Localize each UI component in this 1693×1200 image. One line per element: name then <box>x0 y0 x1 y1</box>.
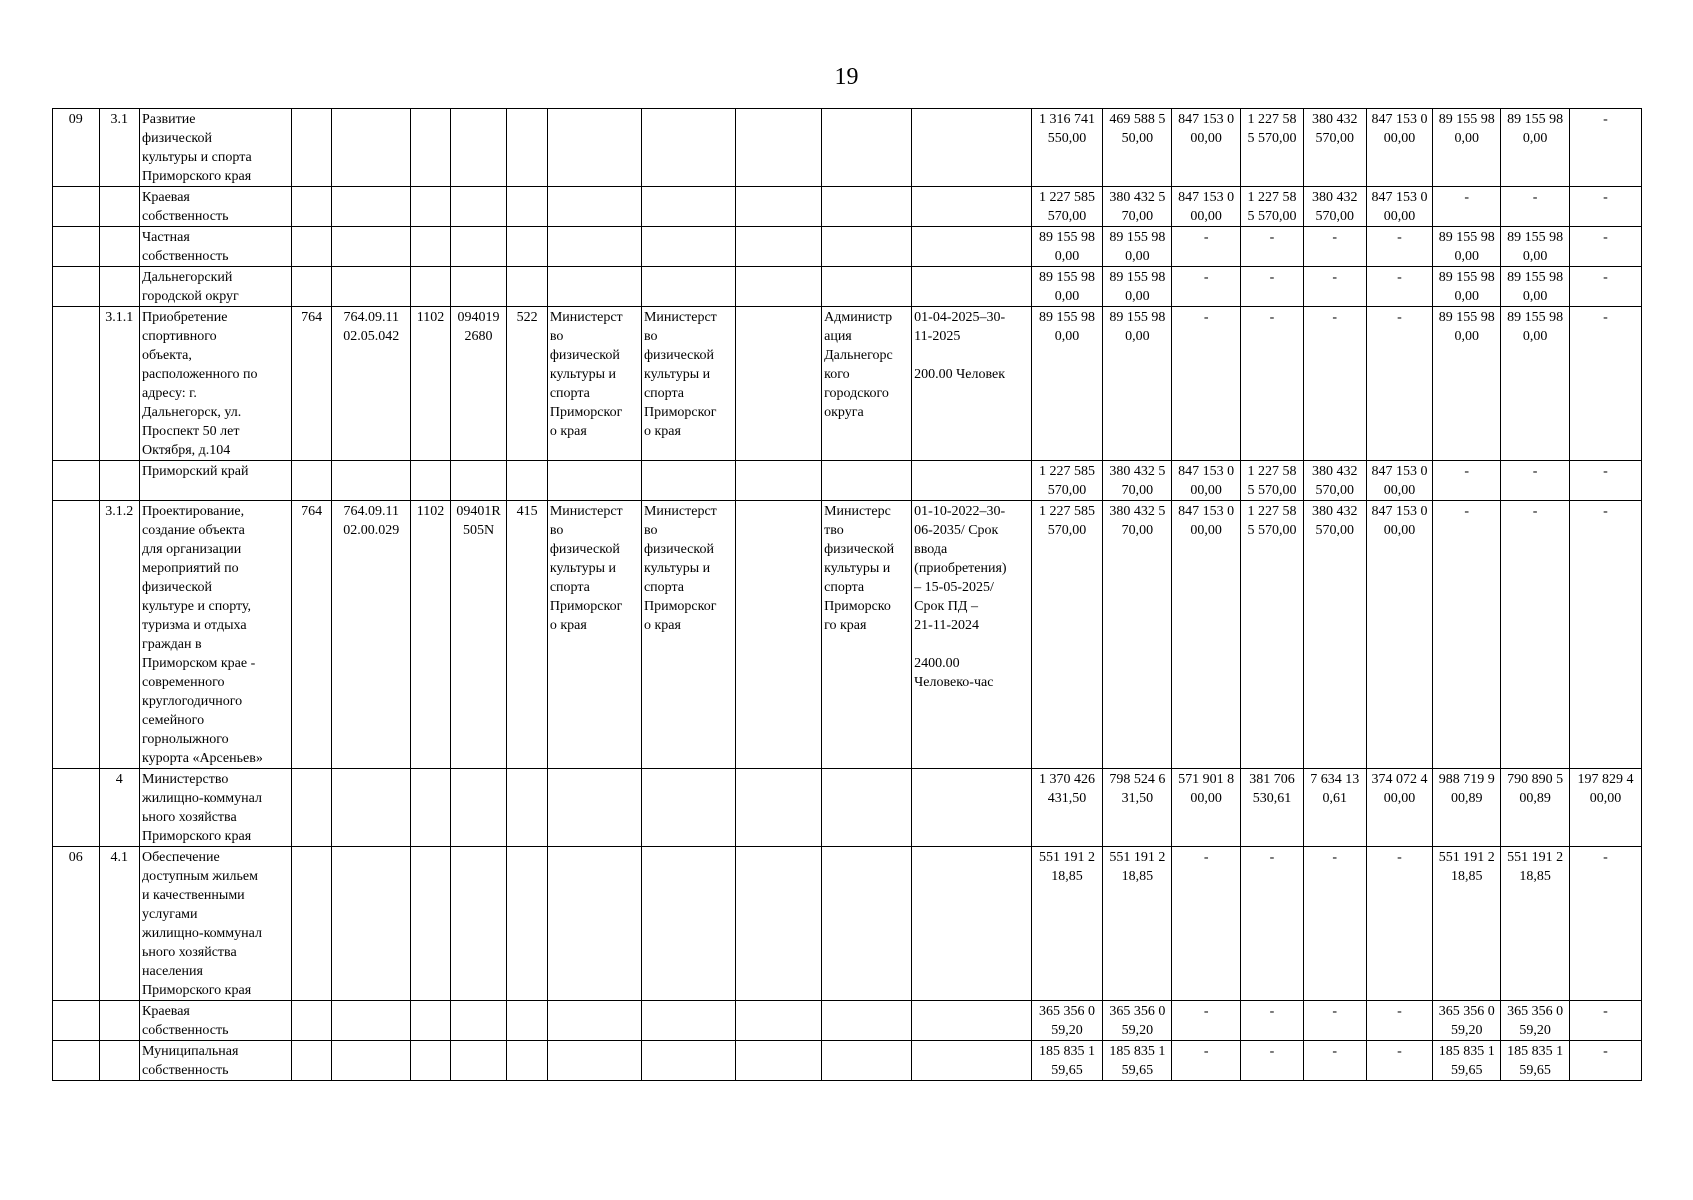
table-cell-col-9 <box>547 227 641 267</box>
table-cell-col-20: - <box>1433 187 1501 227</box>
table-cell-col-14: 1 227 585 570,00 <box>1031 501 1103 769</box>
table-cell-col-10 <box>641 1001 735 1041</box>
table-cell-col-17: - <box>1241 307 1304 461</box>
table-cell-col-15: 551 191 2 18,85 <box>1103 847 1172 1001</box>
table-cell-col-8 <box>507 1041 547 1081</box>
table-cell-col-3: Развитие физической культуры и спорта Приморского края <box>140 109 292 187</box>
table-cell-col-22: - <box>1569 267 1641 307</box>
table-cell-col-13 <box>912 847 1031 1001</box>
table-cell-col-5 <box>332 109 411 187</box>
table-cell-col-9 <box>547 1001 641 1041</box>
table-cell-col-9 <box>547 187 641 227</box>
table-cell-col-2 <box>99 1001 139 1041</box>
table-row <box>53 1001 1642 1041</box>
table-cell-col-7: 09401R 505N <box>450 501 507 769</box>
table-cell-col-11 <box>736 461 822 501</box>
table-cell-col-3: Краевая собственность <box>140 1001 292 1041</box>
table-cell-col-10 <box>641 267 735 307</box>
table-cell-col-21: 89 155 98 0,00 <box>1501 109 1570 187</box>
table-cell-col-12 <box>822 461 912 501</box>
table-cell-col-12 <box>822 1001 912 1041</box>
table-cell-col-16: 571 901 8 00,00 <box>1172 769 1241 847</box>
table-cell-col-9: Министерст во физической культуры и спорта Приморског о края <box>547 501 641 769</box>
table-cell-col-2 <box>99 187 139 227</box>
table-cell-col-21: 790 890 5 00,89 <box>1501 769 1570 847</box>
table-cell-col-2 <box>99 461 139 501</box>
table-cell-col-12: Министерс тво физической культуры и спорта Приморско го края <box>822 501 912 769</box>
table-cell-col-16: - <box>1172 307 1241 461</box>
table-cell-col-6 <box>411 461 450 501</box>
table-cell-col-4 <box>291 109 331 187</box>
table-cell-col-15: 89 155 98 0,00 <box>1103 267 1172 307</box>
table-cell-col-19: - <box>1366 1001 1433 1041</box>
table-row <box>53 847 1642 1001</box>
table-cell-col-6 <box>411 227 450 267</box>
table-cell-col-7 <box>450 109 507 187</box>
table-cell-col-3: Муниципальная собственность <box>140 1041 292 1081</box>
table-cell-col-13: 01-10-2022–30- 06-2035/ Срок ввода (приобретения) – 15-05-2025/ Срок ПД – 21-11-2024 2400.00 Человеко-час <box>912 501 1031 769</box>
table-cell-col-19: - <box>1366 227 1433 267</box>
table-cell-col-19: - <box>1366 847 1433 1001</box>
table-cell-col-10 <box>641 227 735 267</box>
table-cell-col-16: 847 153 0 00,00 <box>1172 109 1241 187</box>
table-cell-col-7 <box>450 227 507 267</box>
table-cell-col-13: 01-04-2025–30- 11-2025 200.00 Человек <box>912 307 1031 461</box>
table-row <box>53 267 1642 307</box>
table-cell-col-6 <box>411 267 450 307</box>
table-cell-col-6 <box>411 187 450 227</box>
table-cell-col-18: - <box>1303 227 1366 267</box>
table-cell-col-21: 551 191 2 18,85 <box>1501 847 1570 1001</box>
table-cell-col-22: - <box>1569 1001 1641 1041</box>
table-cell-col-19: 847 153 0 00,00 <box>1366 109 1433 187</box>
table-cell-col-21: 89 155 98 0,00 <box>1501 267 1570 307</box>
table-cell-col-5 <box>332 769 411 847</box>
table-cell-col-12 <box>822 227 912 267</box>
table-cell-col-1 <box>53 1041 100 1081</box>
table-cell-col-4 <box>291 847 331 1001</box>
table-cell-col-1 <box>53 187 100 227</box>
table-cell-col-2: 4 <box>99 769 139 847</box>
table-cell-col-21: - <box>1501 187 1570 227</box>
table-cell-col-16: 847 153 0 00,00 <box>1172 461 1241 501</box>
table-cell-col-20: 185 835 1 59,65 <box>1433 1041 1501 1081</box>
table-cell-col-1: 06 <box>53 847 100 1001</box>
table-cell-col-18: - <box>1303 1041 1366 1081</box>
table-cell-col-21: - <box>1501 501 1570 769</box>
table-cell-col-21: 365 356 0 59,20 <box>1501 1001 1570 1041</box>
table-cell-col-10 <box>641 461 735 501</box>
table-cell-col-3: Частная собственность <box>140 227 292 267</box>
table-cell-col-5: 764.09.11 02.05.042 <box>332 307 411 461</box>
table-cell-col-20: 89 155 98 0,00 <box>1433 109 1501 187</box>
table-cell-col-10 <box>641 847 735 1001</box>
table-cell-col-14: 1 227 585 570,00 <box>1031 187 1103 227</box>
table-cell-col-3: Приморский край <box>140 461 292 501</box>
table-cell-col-19: 847 153 0 00,00 <box>1366 461 1433 501</box>
table-cell-col-22: 197 829 4 00,00 <box>1569 769 1641 847</box>
table-row <box>53 501 1642 769</box>
table-cell-col-3: Приобретение спортивного объекта, расположенного по адресу: г. Дальнегорск, ул. Проспект 50 лет Октября, д.104 <box>140 307 292 461</box>
table-cell-col-15: 89 155 98 0,00 <box>1103 307 1172 461</box>
table-cell-col-18: 380 432 570,00 <box>1303 501 1366 769</box>
table-cell-col-8 <box>507 1001 547 1041</box>
table-row <box>53 109 1642 187</box>
table-cell-col-2 <box>99 267 139 307</box>
table-cell-col-13 <box>912 267 1031 307</box>
table-cell-col-18: - <box>1303 847 1366 1001</box>
table-cell-col-9 <box>547 769 641 847</box>
table-cell-col-11 <box>736 769 822 847</box>
table-cell-col-21: 89 155 98 0,00 <box>1501 307 1570 461</box>
table-cell-col-19: - <box>1366 267 1433 307</box>
table-cell-col-12 <box>822 769 912 847</box>
table-cell-col-12 <box>822 187 912 227</box>
table-cell-col-12 <box>822 1041 912 1081</box>
table-cell-col-12: Администр ация Дальнегорс кого городского округа <box>822 307 912 461</box>
table-cell-col-7 <box>450 1041 507 1081</box>
table-cell-col-20: 551 191 2 18,85 <box>1433 847 1501 1001</box>
table-cell-col-20: 365 356 0 59,20 <box>1433 1001 1501 1041</box>
table-row <box>53 307 1642 461</box>
table-cell-col-5 <box>332 187 411 227</box>
table-cell-col-4 <box>291 461 331 501</box>
table-cell-col-13 <box>912 187 1031 227</box>
table-cell-col-11 <box>736 1041 822 1081</box>
table-cell-col-13 <box>912 769 1031 847</box>
table-cell-col-18: - <box>1303 307 1366 461</box>
table-cell-col-1 <box>53 227 100 267</box>
table-cell-col-18: 380 432 570,00 <box>1303 461 1366 501</box>
table-cell-col-6 <box>411 1001 450 1041</box>
table-cell-col-17: 1 227 58 5 570,00 <box>1241 109 1304 187</box>
table-cell-col-13 <box>912 109 1031 187</box>
table-cell-col-6 <box>411 847 450 1001</box>
table-cell-col-4: 764 <box>291 501 331 769</box>
table-cell-col-17: 1 227 58 5 570,00 <box>1241 501 1304 769</box>
table-cell-col-6 <box>411 109 450 187</box>
table-cell-col-8: 522 <box>507 307 547 461</box>
table-cell-col-18: - <box>1303 267 1366 307</box>
table-cell-col-4 <box>291 1041 331 1081</box>
table-cell-col-7 <box>450 847 507 1001</box>
table-cell-col-19: - <box>1366 307 1433 461</box>
table-cell-col-4 <box>291 267 331 307</box>
table-cell-col-1: 09 <box>53 109 100 187</box>
table-cell-col-9 <box>547 109 641 187</box>
table-cell-col-7: 094019 2680 <box>450 307 507 461</box>
table-cell-col-3: Дальнегорский городской округ <box>140 267 292 307</box>
table-cell-col-7 <box>450 1001 507 1041</box>
table-cell-col-4 <box>291 1001 331 1041</box>
table-cell-col-9 <box>547 461 641 501</box>
page-number: 19 <box>834 64 859 90</box>
table-cell-col-5 <box>332 461 411 501</box>
table-cell-col-6: 1102 <box>411 307 450 461</box>
table-cell-col-2: 3.1 <box>99 109 139 187</box>
table-cell-col-19: 847 153 0 00,00 <box>1366 187 1433 227</box>
table-cell-col-16: - <box>1172 1001 1241 1041</box>
table-cell-col-5: 764.09.11 02.00.029 <box>332 501 411 769</box>
table-cell-col-21: 185 835 1 59,65 <box>1501 1041 1570 1081</box>
table-cell-col-22: - <box>1569 109 1641 187</box>
table-cell-col-7 <box>450 267 507 307</box>
table-cell-col-1 <box>53 307 100 461</box>
table-cell-col-10 <box>641 187 735 227</box>
table-cell-col-21: - <box>1501 461 1570 501</box>
table-cell-col-18: 380 432 570,00 <box>1303 109 1366 187</box>
table-cell-col-20: - <box>1433 461 1501 501</box>
table-cell-col-8 <box>507 847 547 1001</box>
table-cell-col-15: 89 155 98 0,00 <box>1103 227 1172 267</box>
table-cell-col-1 <box>53 267 100 307</box>
table-cell-col-1 <box>53 769 100 847</box>
table-cell-col-3: Проектирование, создание объекта для организации мероприятий по физической культуре и спорту, туризма и отдыха граждан в Приморском крае - современного круглогодичного семейного горнолыжного курорта «Арсеньев» <box>140 501 292 769</box>
table-cell-col-7 <box>450 461 507 501</box>
table-cell-col-11 <box>736 267 822 307</box>
table-cell-col-4: 764 <box>291 307 331 461</box>
table-cell-col-16: - <box>1172 267 1241 307</box>
table-cell-col-10: Министерст во физической культуры и спорта Приморског о края <box>641 307 735 461</box>
table-cell-col-14: 1 227 585 570,00 <box>1031 461 1103 501</box>
table-cell-col-8 <box>507 227 547 267</box>
table-cell-col-17: 381 706 530,61 <box>1241 769 1304 847</box>
table-cell-col-17: 1 227 58 5 570,00 <box>1241 461 1304 501</box>
table-cell-col-8 <box>507 109 547 187</box>
table-cell-col-4 <box>291 769 331 847</box>
table-cell-col-9 <box>547 847 641 1001</box>
table-cell-col-15: 365 356 0 59,20 <box>1103 1001 1172 1041</box>
table-cell-col-16: 847 153 0 00,00 <box>1172 187 1241 227</box>
table-cell-col-2: 3.1.1 <box>99 307 139 461</box>
table-cell-col-12 <box>822 109 912 187</box>
table-cell-col-5 <box>332 1041 411 1081</box>
table-cell-col-8 <box>507 267 547 307</box>
table-cell-col-10 <box>641 109 735 187</box>
table-cell-col-11 <box>736 1001 822 1041</box>
table-cell-col-14: 1 370 426 431,50 <box>1031 769 1103 847</box>
table-cell-col-6: 1102 <box>411 501 450 769</box>
table-cell-col-14: 551 191 2 18,85 <box>1031 847 1103 1001</box>
table-cell-col-10: Министерст во физической культуры и спорта Приморског о края <box>641 501 735 769</box>
table-cell-col-7 <box>450 187 507 227</box>
table-cell-col-8 <box>507 769 547 847</box>
table-cell-col-12 <box>822 267 912 307</box>
table-cell-col-2: 3.1.2 <box>99 501 139 769</box>
table-cell-col-15: 380 432 5 70,00 <box>1103 187 1172 227</box>
table-cell-col-20: 89 155 98 0,00 <box>1433 227 1501 267</box>
table-cell-col-5 <box>332 847 411 1001</box>
table-cell-col-10 <box>641 769 735 847</box>
table-row <box>53 461 1642 501</box>
table-row <box>53 769 1642 847</box>
table-cell-col-6 <box>411 769 450 847</box>
table-cell-col-22: - <box>1569 847 1641 1001</box>
table-cell-col-9 <box>547 1041 641 1081</box>
table-cell-col-19: 374 072 4 00,00 <box>1366 769 1433 847</box>
table-cell-col-13 <box>912 1001 1031 1041</box>
table-cell-col-15: 380 432 5 70,00 <box>1103 461 1172 501</box>
table-cell-col-1 <box>53 1001 100 1041</box>
table-cell-col-14: 89 155 98 0,00 <box>1031 267 1103 307</box>
table-cell-col-14: 89 155 98 0,00 <box>1031 227 1103 267</box>
table-cell-col-14: 365 356 0 59,20 <box>1031 1001 1103 1041</box>
table-cell-col-13 <box>912 227 1031 267</box>
table-row <box>53 1041 1642 1081</box>
table-cell-col-11 <box>736 307 822 461</box>
table-cell-col-18: - <box>1303 1001 1366 1041</box>
table-cell-col-17: - <box>1241 267 1304 307</box>
table-cell-col-13 <box>912 461 1031 501</box>
table-cell-col-20: - <box>1433 501 1501 769</box>
table-cell-col-22: - <box>1569 307 1641 461</box>
table-cell-col-21: 89 155 98 0,00 <box>1501 227 1570 267</box>
table-cell-col-17: - <box>1241 1041 1304 1081</box>
table-cell-col-16: - <box>1172 847 1241 1001</box>
table-cell-col-22: - <box>1569 501 1641 769</box>
table-cell-col-14: 185 835 1 59,65 <box>1031 1041 1103 1081</box>
table-cell-col-11 <box>736 109 822 187</box>
table-cell-col-11 <box>736 847 822 1001</box>
table-cell-col-8: 415 <box>507 501 547 769</box>
table-cell-col-9 <box>547 267 641 307</box>
table-cell-col-16: - <box>1172 1041 1241 1081</box>
table-cell-col-17: - <box>1241 1001 1304 1041</box>
table-cell-col-18: 7 634 13 0,61 <box>1303 769 1366 847</box>
table-cell-col-8 <box>507 187 547 227</box>
table-cell-col-22: - <box>1569 187 1641 227</box>
table-cell-col-11 <box>736 227 822 267</box>
table-cell-col-11 <box>736 187 822 227</box>
table-body <box>53 109 1642 1081</box>
table-cell-col-6 <box>411 1041 450 1081</box>
table-cell-col-10 <box>641 1041 735 1081</box>
table-cell-col-11 <box>736 501 822 769</box>
table-cell-col-15: 798 524 6 31,50 <box>1103 769 1172 847</box>
table-cell-col-19: 847 153 0 00,00 <box>1366 501 1433 769</box>
table-cell-col-1 <box>53 461 100 501</box>
table-cell-col-2 <box>99 1041 139 1081</box>
table-cell-col-4 <box>291 187 331 227</box>
table-cell-col-14: 1 316 741 550,00 <box>1031 109 1103 187</box>
table-cell-col-22: - <box>1569 1041 1641 1081</box>
table-cell-col-5 <box>332 227 411 267</box>
table-row <box>53 187 1642 227</box>
table-cell-col-19: - <box>1366 1041 1433 1081</box>
table-cell-col-17: - <box>1241 227 1304 267</box>
table-cell-col-14: 89 155 98 0,00 <box>1031 307 1103 461</box>
table-cell-col-7 <box>450 769 507 847</box>
table-cell-col-4 <box>291 227 331 267</box>
table-cell-col-12 <box>822 847 912 1001</box>
table-cell-col-16: - <box>1172 227 1241 267</box>
table-cell-col-2: 4.1 <box>99 847 139 1001</box>
budget-table <box>52 108 1642 1081</box>
table-cell-col-5 <box>332 267 411 307</box>
table-cell-col-20: 89 155 98 0,00 <box>1433 267 1501 307</box>
table-cell-col-3: Краевая собственность <box>140 187 292 227</box>
table-cell-col-22: - <box>1569 461 1641 501</box>
table-cell-col-20: 89 155 98 0,00 <box>1433 307 1501 461</box>
table-row <box>53 227 1642 267</box>
table-cell-col-8 <box>507 461 547 501</box>
table-cell-col-22: - <box>1569 227 1641 267</box>
table-cell-col-17: - <box>1241 847 1304 1001</box>
table-cell-col-13 <box>912 1041 1031 1081</box>
table-cell-col-18: 380 432 570,00 <box>1303 187 1366 227</box>
table-cell-col-15: 185 835 1 59,65 <box>1103 1041 1172 1081</box>
table-cell-col-15: 380 432 5 70,00 <box>1103 501 1172 769</box>
table-cell-col-15: 469 588 5 50,00 <box>1103 109 1172 187</box>
table-cell-col-20: 988 719 9 00,89 <box>1433 769 1501 847</box>
table-cell-col-1 <box>53 501 100 769</box>
table-cell-col-17: 1 227 58 5 570,00 <box>1241 187 1304 227</box>
table-cell-col-3: Министерство жилищно-коммунал ьного хозяйства Приморского края <box>140 769 292 847</box>
table-cell-col-9: Министерст во физической культуры и спорта Приморског о края <box>547 307 641 461</box>
table-cell-col-16: 847 153 0 00,00 <box>1172 501 1241 769</box>
table-cell-col-3: Обеспечение доступным жильем и качественными услугами жилищно-коммунал ьного хозяйства населения Приморского края <box>140 847 292 1001</box>
table-cell-col-5 <box>332 1001 411 1041</box>
table-cell-col-2 <box>99 227 139 267</box>
